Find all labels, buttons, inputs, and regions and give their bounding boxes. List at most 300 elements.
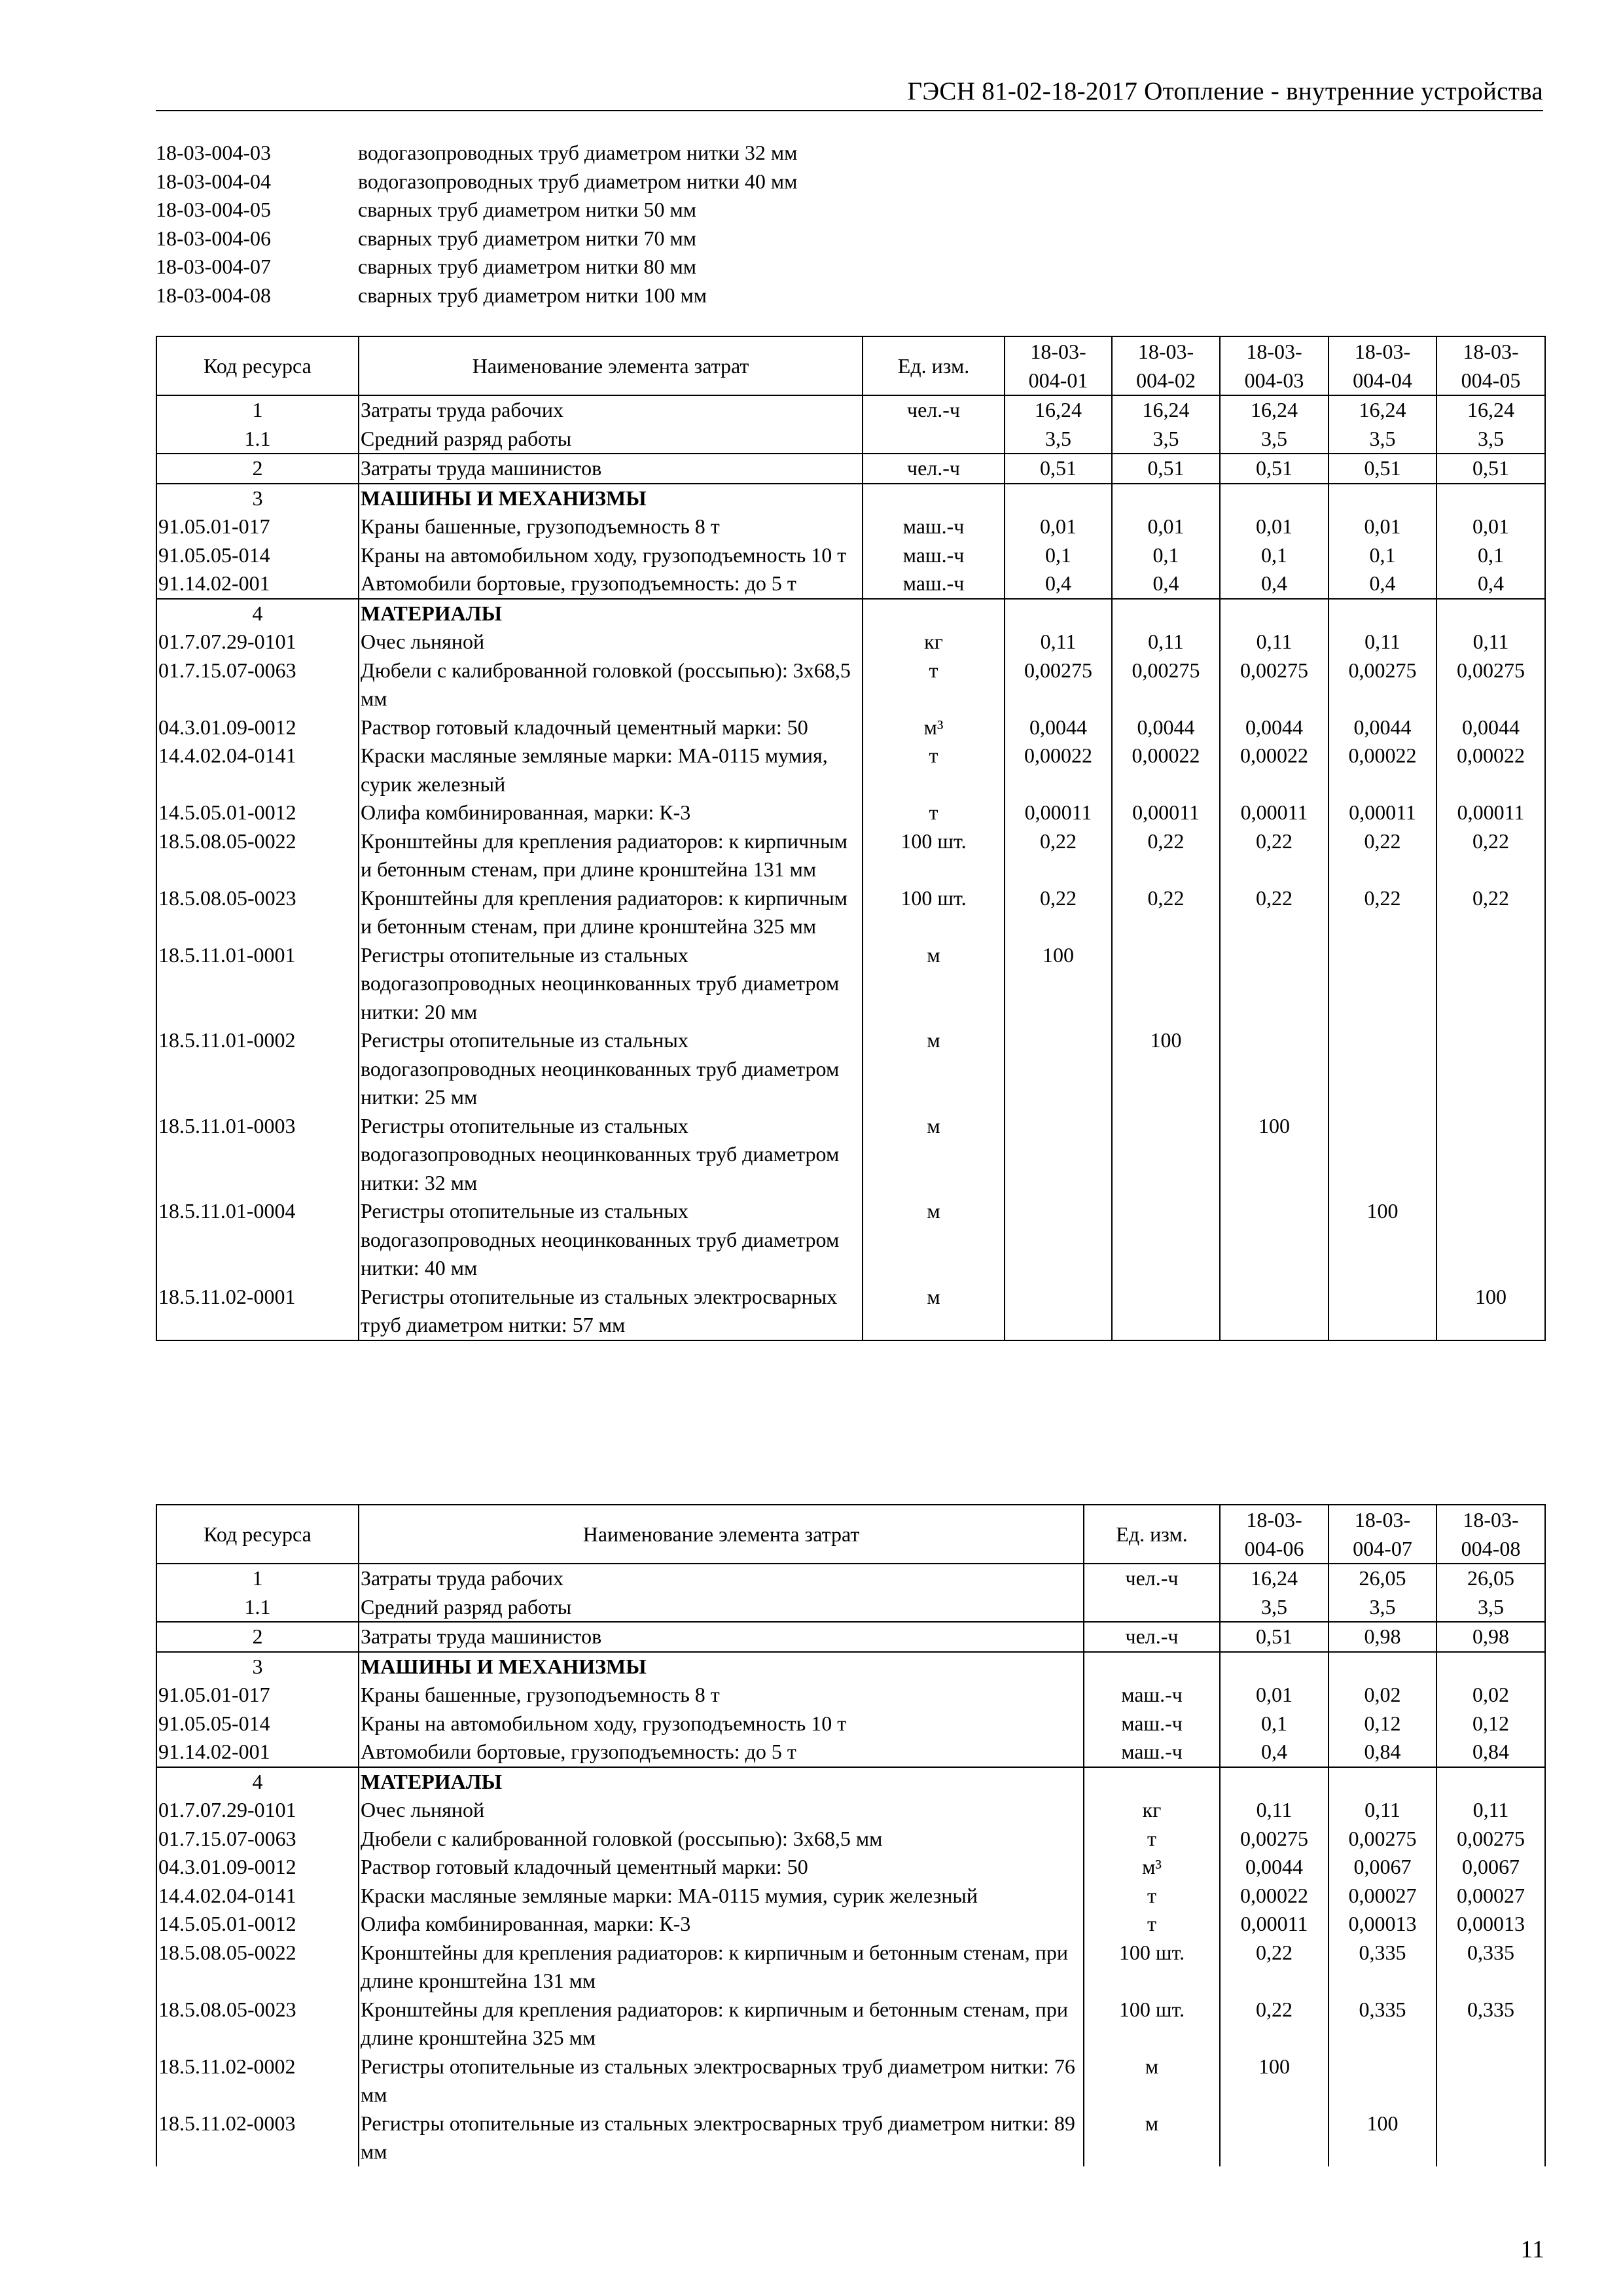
value-cell: 0,51 [1329,454,1436,484]
value-cell: 0,00022 [1220,1882,1329,1910]
resource-name: Раствор готовый кладочный цементный марки: 50 [359,713,863,742]
value-cell: 0,22 [1220,1996,1329,2053]
resource-name: Регистры отопительные из стальных водогазопроводных неоцинкованных труб диаметром нитки: 20 мм [359,941,863,1027]
resource-code: 01.7.15.07-0063 [156,1825,359,1854]
value-cell [1329,1112,1436,1198]
table-row [156,1710,1545,1738]
resource-code: 01.7.07.29-0101 [156,1796,359,1825]
value-cell [1220,941,1329,1027]
resource-table-2 [156,1504,1546,2166]
table-row [156,827,1545,884]
table-row [156,1622,1545,1652]
value-cell: 0,01 [1436,512,1545,541]
column-header: 18-03- 004-06 [1220,1505,1329,1564]
value-cell: 0,00013 [1436,1910,1545,1939]
value-cell: 0,0044 [1220,1853,1329,1882]
value-cell: 0,22 [1220,827,1329,884]
page-number: 11 [1520,2236,1544,2263]
intro-item [156,168,797,196]
table-row [156,1996,1545,2053]
resource-name: Затраты труда машинистов [359,454,863,484]
value-cell [1220,1283,1329,1340]
value-cell: 0,51 [1220,1622,1329,1652]
value-cell: 100 [1329,1197,1436,1283]
table-row [156,884,1545,941]
resource-unit: маш.-ч [863,541,1005,570]
resource-name: Краны на автомобильном ходу, грузоподъемность 10 т [359,1710,1084,1738]
resource-unit: 100 шт. [863,827,1005,884]
resource-name: Кронштейны для крепления радиаторов: к кирпичным и бетонным стенам, при длине кронштейна 325 мм [359,884,863,941]
column-header: Код ресурса [156,336,359,395]
resource-unit: кг [863,628,1005,656]
value-cell: 0,335 [1436,1939,1545,1996]
value-cell [1220,1197,1329,1283]
resource-code: 91.14.02-001 [156,569,359,599]
table-row [156,656,1545,713]
resource-code: 2 [156,1622,359,1652]
resource-name: Регистры отопительные из стальных электросварных труб диаметром нитки: 89 мм [359,2109,1084,2166]
resource-code: 18.5.11.01-0001 [156,941,359,1027]
table-row [156,1283,1545,1340]
table-row [156,1681,1545,1710]
value-cell [1329,1767,1436,1797]
value-cell [1220,2109,1329,2166]
intro-item [156,281,797,310]
value-cell: 3,5 [1329,425,1436,454]
value-cell: 0,00275 [1220,1825,1329,1854]
table-row [156,1026,1545,1112]
value-cell: 0,00011 [1220,1910,1329,1939]
value-cell: 3,5 [1220,1593,1329,1623]
table-row [156,1910,1545,1939]
value-cell: 0,51 [1220,454,1329,484]
value-cell: 0,22 [1112,827,1220,884]
value-cell: 100 [1220,2053,1329,2109]
resource-unit: 100 шт. [1084,1939,1220,1996]
value-cell: 0,01 [1220,512,1329,541]
column-header: 18-03- 004-08 [1436,1505,1545,1564]
intro-code: 18-03-004-07 [156,255,271,278]
resource-code: 18.5.11.01-0003 [156,1112,359,1198]
column-header: 18-03- 004-07 [1329,1505,1436,1564]
value-cell [1112,1112,1220,1198]
resource-unit: т [863,742,1005,798]
value-cell [1112,1283,1220,1340]
value-cell: 0,00275 [1005,656,1112,713]
resource-code: 91.05.01-017 [156,512,359,541]
value-cell [1220,1026,1329,1112]
document-title: ГЭСН 81-02-18-2017 Отопление - внутренние устройства [907,77,1543,105]
resource-code: 18.5.11.02-0001 [156,1283,359,1340]
intro-item [156,139,797,168]
value-cell: 0,00275 [1329,656,1436,713]
value-cell [1329,1652,1436,1681]
resource-unit: чел.-ч [1084,1622,1220,1652]
table-row [156,941,1545,1027]
resource-name: Затраты труда рабочих [359,1564,1084,1593]
value-cell: 0,1 [1220,1710,1329,1738]
value-cell: 0,0044 [1005,713,1112,742]
resource-name: Дюбели с калиброванной головкой (россыпью): 3х68,5 мм [359,1825,1084,1854]
table-row [156,1853,1545,1882]
resource-name: Кронштейны для крепления радиаторов: к кирпичным и бетонным стенам, при длине кронштейна 325 мм [359,1996,1084,2053]
resource-name: Раствор готовый кладочный цементный марки: 50 [359,1853,1084,1882]
value-cell: 16,24 [1112,395,1220,425]
resource-name: Регистры отопительные из стальных водогазопроводных неоцинкованных труб диаметром нитки: 40 мм [359,1197,863,1283]
value-cell [1436,1767,1545,1797]
value-cell [1005,484,1112,513]
value-cell: 0,0044 [1436,713,1545,742]
value-cell: 0,1 [1329,541,1436,570]
value-cell: 0,00275 [1436,656,1545,713]
resource-name: Краски масляные земляные марки: МА-0115 мумия, сурик железный [359,1882,1084,1910]
resource-name: Регистры отопительные из стальных водогазопроводных неоцинкованных труб диаметром нитки: 25 мм [359,1026,863,1112]
column-header: 18-03- 004-02 [1112,336,1220,395]
value-cell: 0,4 [1329,569,1436,599]
value-cell: 0,00022 [1220,742,1329,798]
value-cell: 0,00027 [1329,1882,1436,1910]
resource-unit: маш.-ч [1084,1681,1220,1710]
intro-text: водогазопроводных труб диаметром нитки 40 мм [358,169,798,193]
table-row [156,1825,1545,1854]
value-cell [1112,1197,1220,1283]
resource-unit: т [1084,1910,1220,1939]
value-cell: 0,84 [1329,1738,1436,1767]
resource-code: 18.5.08.05-0022 [156,827,359,884]
value-cell: 16,24 [1220,395,1329,425]
resource-unit: м [1084,2109,1220,2166]
column-header: 18-03- 004-01 [1005,336,1112,395]
table-row [156,512,1545,541]
value-cell: 0,0044 [1112,713,1220,742]
table-row [156,1564,1545,1593]
resource-code: 91.05.05-014 [156,541,359,570]
value-cell: 0,4 [1112,569,1220,599]
value-cell: 0,00027 [1436,1882,1545,1910]
resource-unit: м [863,1026,1005,1112]
value-cell [1005,599,1112,628]
resource-name: Кронштейны для крепления радиаторов: к кирпичным и бетонным стенам, при длине кронштейна 131 мм [359,827,863,884]
resource-name: Автомобили бортовые, грузоподъемность: до 5 т [359,1738,1084,1767]
resource-unit: маш.-ч [863,569,1005,599]
table-row [156,1112,1545,1198]
column-header: Ед. изм. [863,336,1005,395]
value-cell: 0,01 [1005,512,1112,541]
intro-code: 18-03-004-05 [156,198,271,221]
value-cell [1436,1652,1545,1681]
value-cell: 3,5 [1220,425,1329,454]
column-header: Наименование элемента затрат [359,1505,1084,1564]
value-cell: 100 [1436,1283,1545,1340]
resource-code: 01.7.15.07-0063 [156,656,359,713]
value-cell: 0,11 [1220,1796,1329,1825]
intro-text: сварных труб диаметром нитки 80 мм [358,255,697,278]
value-cell: 0,00013 [1329,1910,1436,1939]
value-cell: 0,11 [1220,628,1329,656]
resource-unit: т [863,656,1005,713]
table-row [156,569,1545,599]
resource-code: 91.05.01-017 [156,1681,359,1710]
resource-unit: м [863,941,1005,1027]
table-header-row [156,336,1545,395]
value-cell [1220,1652,1329,1681]
resource-code: 18.5.08.05-0023 [156,884,359,941]
column-header: 18-03- 004-03 [1220,336,1329,395]
value-cell: 0,00275 [1436,1825,1545,1854]
resource-code: 14.4.02.04-0141 [156,1882,359,1910]
value-cell: 0,11 [1005,628,1112,656]
resource-code: 1.1 [156,425,359,454]
value-cell: 100 [1329,2109,1436,2166]
column-header: Код ресурса [156,1505,359,1564]
value-cell: 0,11 [1112,628,1220,656]
column-header: Наименование элемента затрат [359,336,863,395]
value-cell [1436,2109,1545,2166]
resource-code: 4 [156,599,359,628]
value-cell [1220,599,1329,628]
intro-code: 18-03-004-08 [156,283,271,307]
resource-name: Затраты труда рабочих [359,395,863,425]
value-cell [1329,599,1436,628]
table-row [156,484,1545,513]
resource-unit: маш.-ч [1084,1710,1220,1738]
value-cell: 0,98 [1329,1622,1436,1652]
resource-name: МАШИНЫ И МЕХАНИЗМЫ [359,484,863,513]
value-cell: 0,22 [1329,827,1436,884]
resource-unit: м [863,1112,1005,1198]
resource-unit: т [863,798,1005,827]
resource-name: МАШИНЫ И МЕХАНИЗМЫ [359,1652,1084,1681]
intro-list [156,139,797,310]
value-cell: 0,1 [1112,541,1220,570]
table-row [156,628,1545,656]
resource-unit [1084,1767,1220,1797]
resource-name: Олифа комбинированная, марки: К-3 [359,1910,1084,1939]
resource-unit [1084,1593,1220,1623]
intro-item [156,253,797,281]
value-cell [1436,941,1545,1027]
value-cell: 0,1 [1005,541,1112,570]
value-cell: 0,01 [1220,1681,1329,1710]
value-cell: 3,5 [1436,1593,1545,1623]
table-row [156,1882,1545,1910]
value-cell: 0,02 [1329,1681,1436,1710]
value-cell: 0,22 [1329,884,1436,941]
column-header: 18-03- 004-05 [1436,336,1545,395]
value-cell: 0,22 [1220,1939,1329,1996]
value-cell [1005,1112,1112,1198]
resource-unit [863,599,1005,628]
table-row [156,1939,1545,1996]
value-cell: 0,335 [1329,1996,1436,2053]
value-cell: 0,335 [1329,1939,1436,1996]
value-cell: 0,11 [1436,1796,1545,1825]
table-row [156,1738,1545,1767]
value-cell [1436,2053,1545,2109]
resource-code: 1 [156,1564,359,1593]
resource-unit: маш.-ч [1084,1738,1220,1767]
value-cell: 0,00011 [1329,798,1436,827]
value-cell: 0,00275 [1112,656,1220,713]
value-cell [1220,1767,1329,1797]
resource-code: 18.5.11.02-0002 [156,2053,359,2109]
resource-code: 4 [156,1767,359,1797]
resource-name: Средний разряд работы [359,1593,1084,1623]
resource-code: 91.05.05-014 [156,1710,359,1738]
value-cell: 0,00022 [1436,742,1545,798]
value-cell: 0,00011 [1005,798,1112,827]
value-cell: 0,00011 [1436,798,1545,827]
value-cell: 3,5 [1436,425,1545,454]
resource-unit: м³ [1084,1853,1220,1882]
resource-name: Автомобили бортовые, грузоподъемность: до 5 т [359,569,863,599]
value-cell: 0,00011 [1220,798,1329,827]
resource-code: 14.4.02.04-0141 [156,742,359,798]
value-cell [1329,941,1436,1027]
value-cell: 0,11 [1436,628,1545,656]
value-cell: 0,22 [1220,884,1329,941]
resource-unit: кг [1084,1796,1220,1825]
resource-unit [863,484,1005,513]
value-cell: 0,1 [1436,541,1545,570]
resource-name: Очес льняной [359,1796,1084,1825]
value-cell [1112,484,1220,513]
table-row [156,1767,1545,1797]
value-cell: 0,00022 [1112,742,1220,798]
resource-name: Краски масляные земляные марки: МА-0115 мумия, сурик железный [359,742,863,798]
resource-unit: чел.-ч [863,454,1005,484]
value-cell [1005,1283,1112,1340]
intro-text: сварных труб диаметром нитки 50 мм [358,198,697,221]
resource-name: Олифа комбинированная, марки: К-3 [359,798,863,827]
table-row [156,1593,1545,1623]
table-row [156,2053,1545,2109]
resource-code: 18.5.11.01-0004 [156,1197,359,1283]
resource-code: 91.14.02-001 [156,1738,359,1767]
value-cell: 0,4 [1005,569,1112,599]
table-row [156,1796,1545,1825]
value-cell: 0,0067 [1436,1853,1545,1882]
value-cell: 0,00011 [1112,798,1220,827]
table-row [156,425,1545,454]
resource-name: Затраты труда машинистов [359,1622,1084,1652]
value-cell: 26,05 [1329,1564,1436,1593]
value-cell: 3,5 [1112,425,1220,454]
value-cell [1436,484,1545,513]
value-cell: 0,1 [1220,541,1329,570]
intro-text: сварных труб диаметром нитки 100 мм [358,283,707,307]
column-header: 18-03- 004-04 [1329,336,1436,395]
value-cell: 0,0044 [1329,713,1436,742]
resource-unit: чел.-ч [863,395,1005,425]
resource-code: 01.7.07.29-0101 [156,628,359,656]
resource-unit: чел.-ч [1084,1564,1220,1593]
value-cell [1436,1197,1545,1283]
resource-name: МАТЕРИАЛЫ [359,599,863,628]
table-row [156,599,1545,628]
resource-table-1 [156,336,1546,1341]
resource-code: 18.5.08.05-0023 [156,1996,359,2053]
resource-code: 18.5.11.01-0002 [156,1026,359,1112]
resource-name: Регистры отопительные из стальных электросварных труб диаметром нитки: 76 мм [359,2053,1084,2109]
table-row [156,742,1545,798]
resource-name: Краны башенные, грузоподъемность 8 т [359,1681,1084,1710]
resource-name: Регистры отопительные из стальных водогазопроводных неоцинкованных труб диаметром нитки: 32 мм [359,1112,863,1198]
value-cell: 0,11 [1329,628,1436,656]
table-row [156,541,1545,570]
table-row [156,1197,1545,1283]
value-cell: 0,00275 [1220,656,1329,713]
value-cell [1220,484,1329,513]
value-cell: 3,5 [1329,1593,1436,1623]
resource-name: Очес льняной [359,628,863,656]
value-cell: 0,0044 [1220,713,1329,742]
resource-unit [1084,1652,1220,1681]
table-row [156,395,1545,425]
resource-name: Краны на автомобильном ходу, грузоподъемность 10 т [359,541,863,570]
value-cell: 0,4 [1220,1738,1329,1767]
table-row [156,2109,1545,2166]
value-cell: 0,00022 [1005,742,1112,798]
resource-unit [863,425,1005,454]
value-cell: 100 [1220,1112,1329,1198]
value-cell: 16,24 [1220,1564,1329,1593]
intro-item [156,196,797,224]
intro-code: 18-03-004-06 [156,226,271,250]
resource-name: Регистры отопительные из стальных электросварных труб диаметром нитки: 57 мм [359,1283,863,1340]
intro-item [156,224,797,253]
value-cell: 0,4 [1436,569,1545,599]
resource-code: 18.5.08.05-0022 [156,1939,359,1996]
value-cell: 0,01 [1112,512,1220,541]
value-cell: 0,51 [1112,454,1220,484]
value-cell [1329,2053,1436,2109]
resource-name: МАТЕРИАЛЫ [359,1767,1084,1797]
intro-code: 18-03-004-03 [156,141,271,164]
resource-name: Дюбели с калиброванной головкой (россыпью): 3х68,5 мм [359,656,863,713]
table-row [156,1652,1545,1681]
value-cell: 0,12 [1329,1710,1436,1738]
value-cell: 0,22 [1436,884,1545,941]
resource-code: 3 [156,484,359,513]
resource-unit: т [1084,1882,1220,1910]
value-cell: 0,22 [1005,827,1112,884]
value-cell [1329,484,1436,513]
resource-name: Средний разряд работы [359,425,863,454]
value-cell: 16,24 [1329,395,1436,425]
resource-name: Краны башенные, грузоподъемность 8 т [359,512,863,541]
value-cell: 0,22 [1436,827,1545,884]
value-cell: 16,24 [1005,395,1112,425]
resource-code: 18.5.11.02-0003 [156,2109,359,2166]
table-header-row [156,1505,1545,1564]
value-cell: 26,05 [1436,1564,1545,1593]
resource-code: 14.5.05.01-0012 [156,1910,359,1939]
value-cell: 0,335 [1436,1996,1545,2053]
table-row [156,713,1545,742]
value-cell [1005,1026,1112,1112]
value-cell: 0,98 [1436,1622,1545,1652]
table-row [156,798,1545,827]
value-cell [1329,1026,1436,1112]
resource-code: 1.1 [156,1593,359,1623]
resource-unit: м [863,1197,1005,1283]
intro-text: водогазопроводных труб диаметром нитки 32 мм [358,141,798,164]
resource-unit: т [1084,1825,1220,1854]
value-cell: 0,00022 [1329,742,1436,798]
value-cell [1436,599,1545,628]
value-cell: 16,24 [1436,395,1545,425]
